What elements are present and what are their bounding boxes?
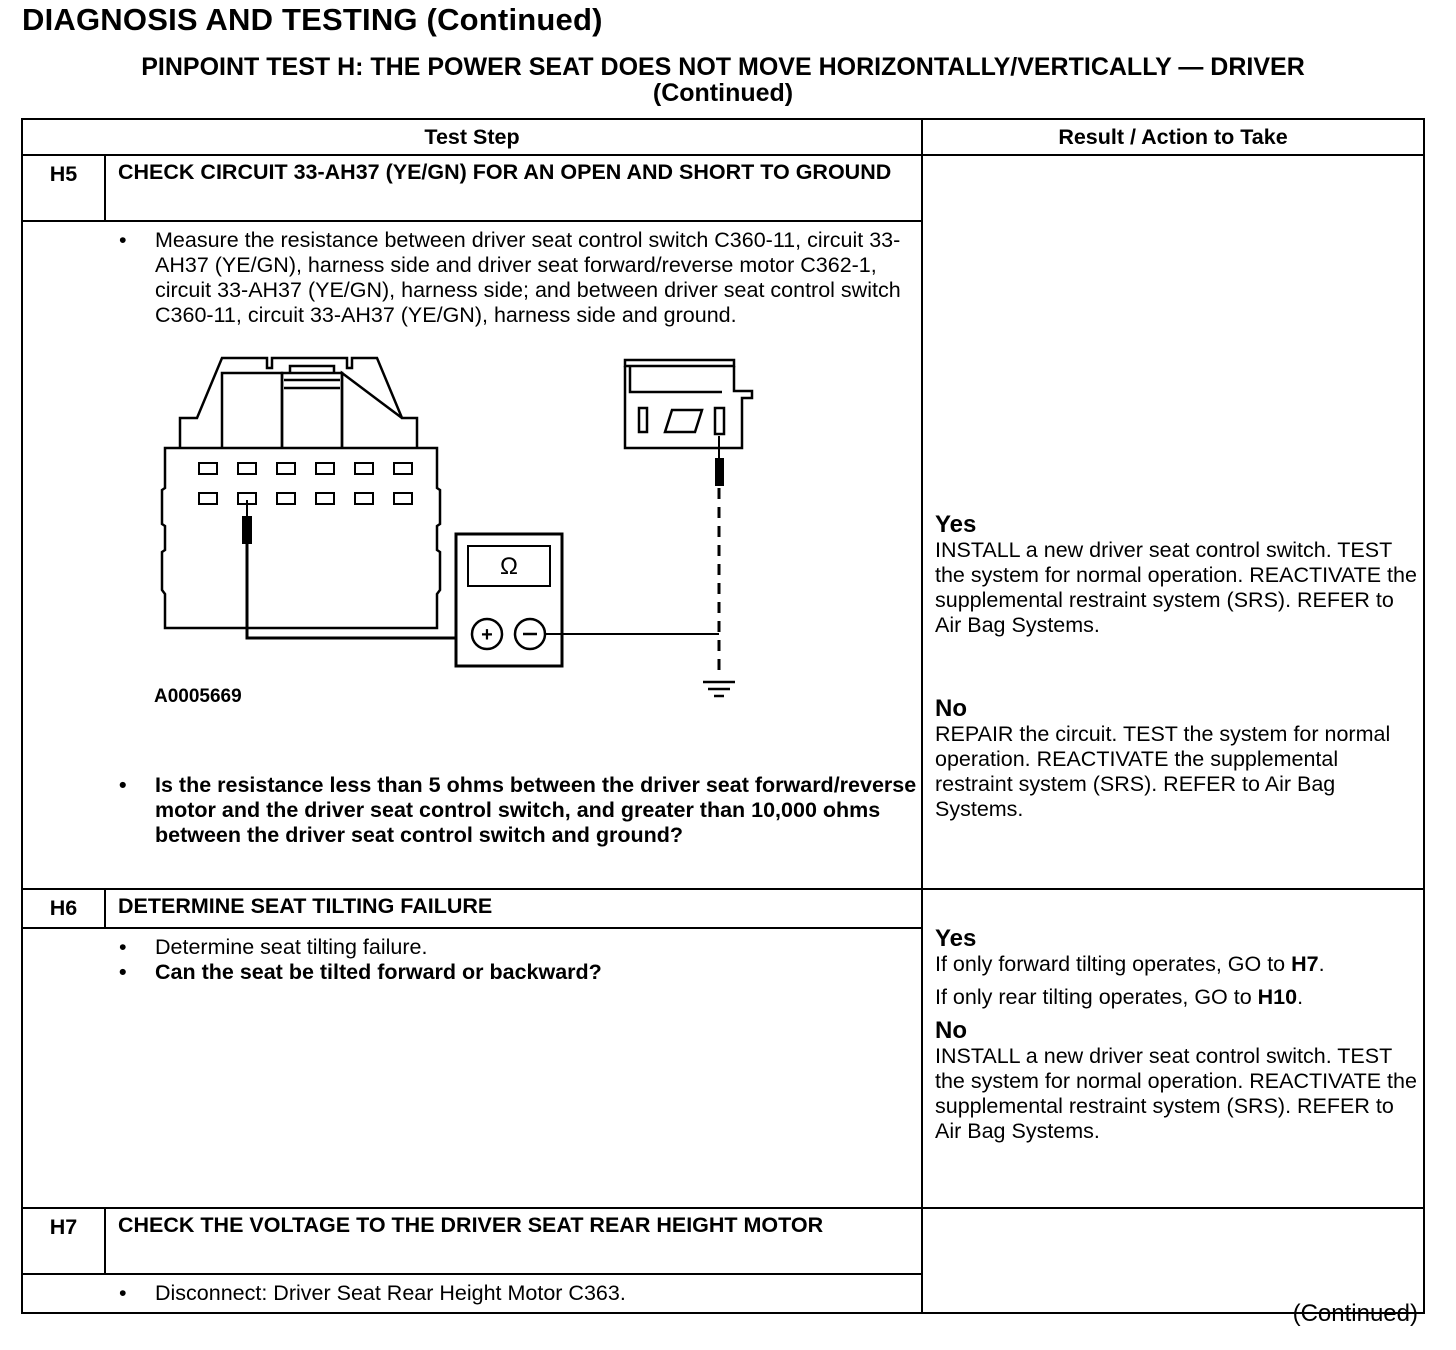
step-h6-instruction: • Determine seat tilting failure. xyxy=(22,935,922,960)
result-yes-text-h5: INSTALL a new driver seat control switch. TEST the system for normal operation. REACTIVATE the supplemental restraint system (SRS). REFER to Air Bag Systems. xyxy=(935,538,1417,637)
step-title-h5: CHECK CIRCUIT 33-AH37 (YE/GN) FOR AN OPEN AND SHORT TO GROUND xyxy=(105,155,922,221)
go-to-h10-ref: H10 xyxy=(1257,985,1298,1009)
connector-pins xyxy=(199,463,412,504)
table-header-row xyxy=(22,119,1424,155)
ground-symbol xyxy=(703,682,735,696)
ohm-symbol: Ω xyxy=(500,553,518,580)
figure-a0005669 xyxy=(22,328,922,773)
step-title-h7: CHECK THE VOLTAGE TO THE DRIVER SEAT REAR HEIGHT MOTOR xyxy=(105,1208,922,1274)
result-cell-h6 xyxy=(922,889,1424,1208)
step-h5-header-row xyxy=(22,155,1424,221)
page-title: DIAGNOSIS AND TESTING (Continued) xyxy=(22,2,603,37)
result-no-label-h6: No xyxy=(935,1017,967,1044)
result-yes-label-h5: Yes xyxy=(935,511,977,538)
pinpoint-test-title xyxy=(22,54,1424,106)
result-yes-label-h6: Yes xyxy=(935,925,977,952)
result-no-text-h5: REPAIR the circuit. TEST the system for normal operation. REACTIVATE the supplemental restraint system (SRS). REFER to Air Bag Systems. xyxy=(935,722,1391,821)
step-h7-instruction: • Disconnect: Driver Seat Rear Height Motor C363. xyxy=(22,1281,922,1306)
step-h7-body xyxy=(105,1274,922,1313)
result-yes-line2-h6: If only rear tilting operates, GO to H10. xyxy=(935,985,1304,1009)
result-cell-h5 xyxy=(922,155,1424,889)
column-header-result: Result / Action to Take xyxy=(922,119,1424,155)
step-id-h6: H6 xyxy=(22,889,105,928)
step-h7-header-row xyxy=(22,1208,1424,1274)
pinpoint-test-table xyxy=(21,118,1425,1314)
continued-footer: (Continued) xyxy=(1292,1300,1418,1327)
ohmmeter xyxy=(456,534,562,666)
step-h6-body xyxy=(105,928,922,1208)
step-h5-instruction: • Measure the resistance between driver seat control switch C360-11, circuit 33-AH37 (YE/GN), harness side and driver seat forward/reverse motor C362-1, circuit 33-AH37 (YE/GN), harness side; and between driver seat control switch C360-11, circuit 33-AH37 (YE/GN), harness side and ground. xyxy=(22,228,922,328)
svg-text:+: + xyxy=(481,624,493,646)
pinpoint-test-title-line2: (Continued) xyxy=(652,79,794,107)
result-no-text-h6: INSTALL a new driver seat control switch. TEST the system for normal operation. REACTIVATE the supplemental restraint system (SRS). REFER to Air Bag Systems. xyxy=(935,1044,1417,1143)
result-no-label-h5: No xyxy=(935,695,967,722)
step-h6-header-row xyxy=(22,889,1424,928)
step-h6-question: • Can the seat be tilted forward or backward? xyxy=(22,960,922,985)
step-h5-body xyxy=(105,221,922,889)
go-to-h7-ref: H7 xyxy=(1291,952,1319,976)
pinpoint-test-title-line1: PINPOINT TEST H: THE POWER SEAT DOES NOT MOVE HORIZONTALLY/VERTICALLY — DRIVER xyxy=(141,53,1305,81)
step-title-h6: DETERMINE SEAT TILTING FAILURE xyxy=(105,889,922,928)
step-id-h7: H7 xyxy=(22,1208,105,1274)
result-yes-line1-h6: If only forward tilting operates, GO to H7. xyxy=(935,952,1325,976)
column-header-test-step: Test Step xyxy=(22,119,922,155)
positive-probe xyxy=(242,500,467,638)
motor-connector xyxy=(625,360,752,448)
step-h5-question: • Is the resistance less than 5 ohms between the driver seat forward/reverse motor and the driver seat control switch, and greater than 10,000 ohms between the driver seat control switch and ground? xyxy=(22,773,922,848)
negative-lead xyxy=(545,436,724,678)
resistance-test-diagram xyxy=(22,328,922,728)
step-id-h5: H5 xyxy=(22,155,105,221)
result-cell-h7 xyxy=(922,1208,1424,1313)
figure-id: A0005669 xyxy=(154,686,242,707)
